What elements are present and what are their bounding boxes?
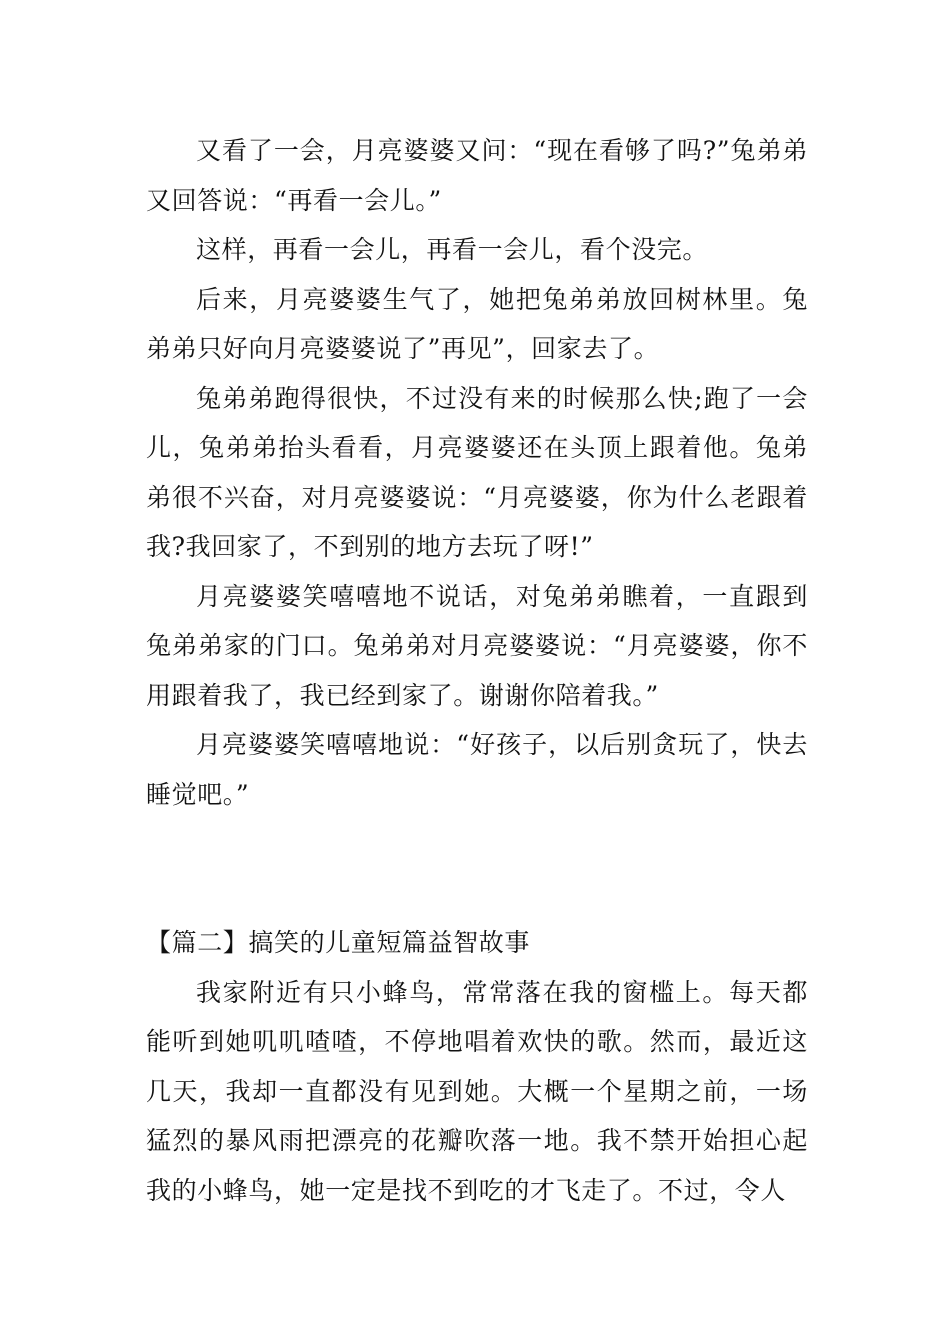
document-page (146, 126, 808, 1215)
paragraph-1: 又看了一会，月亮婆婆又问：“现在看够了吗?”兔弟弟又回答说：“再看一会儿。” (146, 136, 808, 215)
paragraph-3: 后来，月亮婆婆生气了，她把兔弟弟放回树林里。兔弟弟只好向月亮婆婆说了”再见”，回家去了。 (146, 284, 808, 363)
paragraph-7: 我家附近有只小蜂鸟，常常落在我的窗槛上。每天都能听到她叽叽喳喳，不停地唱着欢快的歌。然而，最近这几天，我却一直都没有见到她。大概一个星期之前，一场猛烈的暴风雨把漂亮的花瓣吹落一地。我不禁开始担心起我的小蜂鸟，她一定是找不到吃的才飞走了。不过，令人 (146, 977, 808, 1205)
paragraph-5: 月亮婆婆笑嘻嘻地不说话，对兔弟弟瞧着，一直跟到兔弟弟家的门口。兔弟弟对月亮婆婆说：“月亮婆婆，你不用跟着我了，我已经到家了。谢谢你陪着我。” (146, 581, 808, 710)
section-heading: 【篇二】搞笑的儿童短篇益智故事 (146, 928, 531, 957)
paragraph-2: 这样，再看一会儿，再看一会儿，看个没完。 (196, 235, 709, 264)
paragraph-4: 兔弟弟跑得很快，不过没有来的时候那么快;跑了一会儿，兔弟弟抬头看看，月亮婆婆还在头顶上跟着他。兔弟弟很不兴奋，对月亮婆婆说：“月亮婆婆，你为什么老跟着我?我回家了，不到别的地方去玩了呀!” (146, 383, 808, 561)
paragraph-6: 月亮婆婆笑嘻嘻地说：“好孩子，以后别贪玩了，快去睡觉吧。” (146, 730, 808, 809)
section-gap (146, 819, 808, 918)
